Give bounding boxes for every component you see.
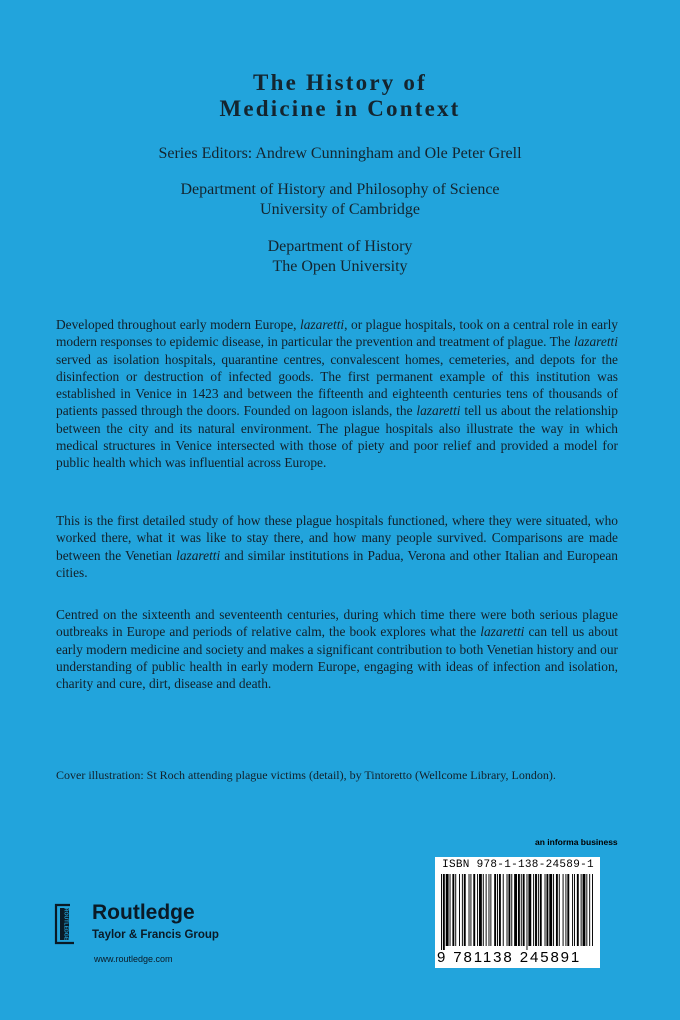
barcode-bar	[483, 874, 484, 946]
informa-tagline: an informa business	[535, 837, 618, 847]
barcode-bar	[567, 874, 569, 946]
barcode-bar	[586, 874, 587, 946]
barcode-bar	[556, 874, 558, 946]
barcode-bar	[563, 874, 564, 946]
italic-term: lazaretti	[480, 624, 525, 640]
series-title-line-1: The History of	[253, 70, 427, 95]
blurb-paragraph-2: This is the first detailed study of how these plague hospitals functioned, where they were situated, who worked there, what it was like to stay there, and how many people survived. Comparisons are made between the Venetian lazaretti and similar institutions in Padua, Verona and other Italian and European cities.	[56, 513, 619, 580]
barcode-bar	[533, 874, 534, 946]
barcode-bar	[469, 874, 470, 946]
publisher-url: www.routledge.com	[94, 954, 173, 964]
italic-term: lazaretti	[416, 403, 461, 419]
barcode-bar	[497, 874, 498, 946]
barcode-bar	[503, 874, 504, 946]
department-cambridge-line-2: University of Cambridge	[260, 201, 420, 218]
barcode-bar	[546, 874, 548, 946]
cover-illustration-credit: Cover illustration: St Roch attending plague victims (detail), by Tintoretto (Wellcome Library, London).	[56, 768, 556, 782]
italic-term: lazaretti	[300, 317, 345, 332]
barcode-bar	[521, 874, 522, 946]
barcode-bar	[455, 874, 456, 946]
barcode-bar	[589, 874, 590, 946]
barcode-bar	[553, 874, 554, 946]
barcode-bar	[545, 874, 546, 946]
department-open-line-2: The Open University	[272, 258, 408, 275]
barcode-bar	[559, 874, 560, 946]
barcode-bar	[523, 874, 525, 946]
publisher-name: Routledge	[92, 901, 195, 924]
series-title	[0, 70, 680, 122]
italic-term: lazaretti	[573, 334, 618, 350]
routledge-logo-text: ROUTLEDGE	[62, 907, 69, 941]
barcode-bar	[479, 874, 482, 946]
barcode-bar	[549, 874, 552, 946]
italic-term: lazaretti	[176, 547, 221, 563]
barcode-bar	[486, 874, 487, 946]
barcode-bar	[572, 874, 573, 946]
isbn-barcode	[435, 857, 600, 968]
barcode-bar	[443, 874, 445, 950]
barcode-bar	[583, 874, 586, 946]
barcode-bar	[452, 874, 454, 946]
barcode-bar	[464, 874, 466, 946]
barcode-bar	[462, 874, 463, 946]
barcode-bar	[499, 874, 501, 946]
barcode-bar	[490, 874, 491, 946]
barcode-bar	[565, 874, 566, 946]
barcode-bar	[581, 874, 582, 946]
barcode-bar	[511, 874, 512, 946]
barcode-bar	[446, 874, 449, 946]
barcode-bar	[473, 874, 475, 946]
barcode-bar	[508, 874, 510, 946]
publisher-group: Taylor & Francis Group	[92, 929, 219, 941]
barcode-bar	[528, 874, 531, 946]
barcode-bar	[507, 874, 508, 946]
barcode-bar	[470, 874, 471, 946]
series-editors: Series Editors: Andrew Cunningham and Ole Peter Grell	[158, 145, 522, 162]
barcode-bar	[459, 874, 460, 946]
routledge-logo-icon	[50, 903, 82, 945]
barcode-bar	[441, 874, 442, 950]
barcode-bar	[535, 874, 537, 946]
barcode-bar	[540, 874, 542, 946]
barcode-bar	[477, 874, 478, 946]
barcode-bar	[574, 874, 575, 946]
barcode-digits: 9 781138 245891	[437, 949, 582, 966]
department-cambridge-line-1: Department of History and Philosophy of Science	[180, 181, 500, 198]
barcode-bar	[489, 874, 490, 946]
department-open-line-1: Department of History	[267, 238, 413, 255]
barcode-bar	[450, 874, 451, 946]
isbn-label: ISBN 978-1-138-24589-1	[442, 859, 594, 871]
barcode-bars-icon	[439, 874, 596, 950]
barcode-bar	[494, 874, 496, 946]
barcode-bar	[592, 874, 593, 946]
barcode-bar	[538, 874, 539, 946]
barcode-bar	[577, 874, 579, 946]
barcode-bar	[514, 874, 517, 946]
barcode-bar	[527, 874, 528, 950]
series-title-line-2: Medicine in Context	[219, 96, 461, 121]
blurb-paragraph-1: Developed throughout early modern Europe, lazaretti, or plague hospitals, took on a central role in early modern responses to epidemic disease, in particular the prevention and treatment of plague. The lazaretti served as isolation hospitals, quarantine centres, convalescent homes, cemeteries, and depots for the disinfection or destruction of infected goods. The first permanent example of this institution was established in Venice in 1423 and between the fifteenth and eighteenth centuries tens of thousands of patients passed through the doors. Founded on lagoon islands, the lazaretti tell us about the relationship between the city and its natural environment. The plague hospitals also illustrate the way in which medical structures in Venice intersected with those of piety and poor relief and provided a model for public health which was influential across Europe.	[56, 317, 618, 471]
blurb-paragraph-3: Centred on the sixteenth and seventeenth centuries, during which time there were both serious plague outbreaks in Europe and periods of relative calm, the book explores what the lazaretti can tell us about early modern medicine and society and makes a significant contribution to both Venetian history and our understanding of public health in early modern Europe, engaging with ideas of infection and isolation, charity and cure, dirt, disease and death.	[56, 607, 618, 692]
barcode-bar	[518, 874, 520, 946]
